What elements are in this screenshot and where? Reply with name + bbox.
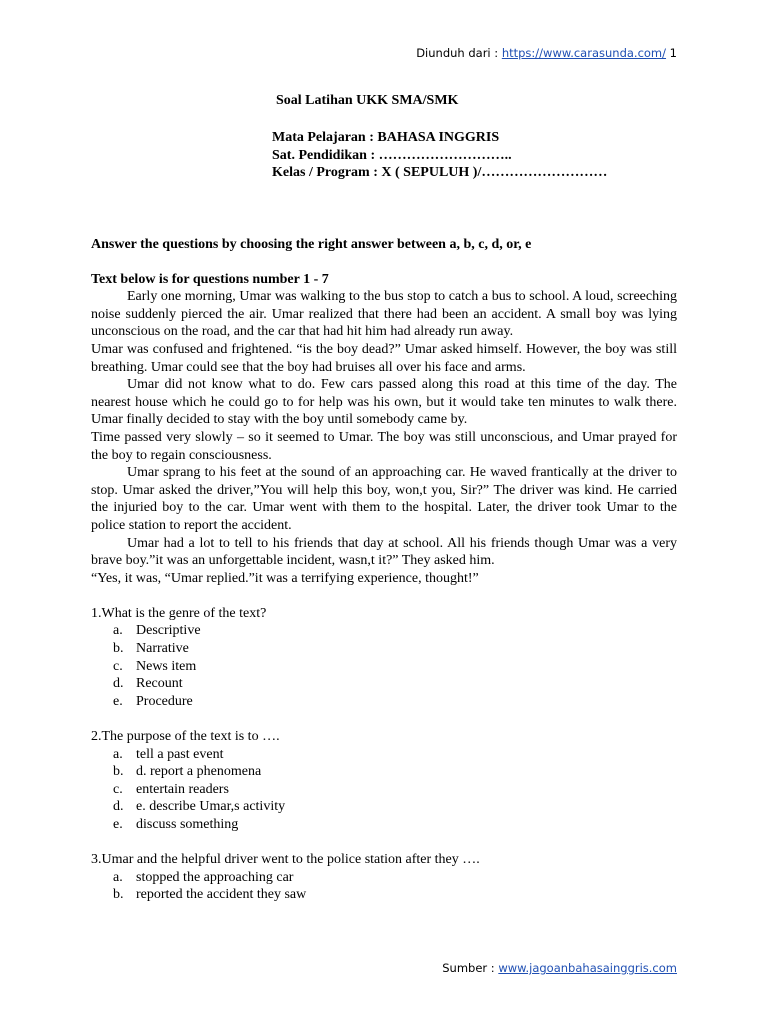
- answer-option: [91, 763, 677, 781]
- answer-option: [91, 675, 677, 693]
- subject-info: [272, 129, 607, 182]
- option-text: stopped the approaching car: [136, 869, 294, 885]
- page-footer: [442, 961, 677, 975]
- option-letter: a.: [113, 623, 123, 639]
- source-label: Diunduh dari :: [416, 46, 499, 60]
- answer-option: [91, 781, 677, 799]
- question: [91, 851, 677, 904]
- page-number: 1: [669, 46, 677, 60]
- question-list: [91, 605, 677, 904]
- answer-option: [91, 622, 677, 640]
- option-letter: b.: [113, 764, 124, 780]
- option-text: e. describe Umar,s activity: [136, 799, 286, 815]
- question: [91, 728, 677, 834]
- source-label: Sumber :: [442, 961, 495, 975]
- answer-options: [91, 622, 677, 710]
- option-text: News item: [136, 658, 197, 674]
- passage-paragraph: Umar sprang to his feet at the sound of an approaching car. He waved frantically at the driver to stop. Umar asked the driver,”You will help this boy, won,t you, Sir?” The driver was kind. He carried the injuried boy to the car. Umar went with them to the hospital. Later, the driver took Umar to the police station to report the accident.: [91, 465, 677, 533]
- option-letter: c.: [113, 781, 123, 797]
- option-text: Procedure: [136, 693, 193, 709]
- section-heading: Text below is for questions number 1 - 7: [91, 271, 329, 287]
- answer-option: [91, 798, 677, 816]
- main-content: [91, 236, 677, 904]
- option-text: Recount: [136, 676, 183, 692]
- instruction: Answer the questions by choosing the right answer between a, b, c, d, or, e: [91, 237, 532, 252]
- question-stem: 3.Umar and the helpful driver went to the police station after they ….: [91, 852, 480, 868]
- passage-paragraph: Early one morning, Umar was walking to the bus stop to catch a bus to school. A loud, screeching noise suddenly pierced the air. Umar realized that there had been an accident. A small boy was lying unconscious on the road, and the car that had hit him had already run away.: [91, 289, 677, 340]
- source-link[interactable]: https://www.carasunda.com/: [501, 46, 667, 60]
- answer-option: [91, 869, 677, 887]
- document-title: Soal Latihan UKK SMA/SMK: [276, 93, 459, 108]
- option-text: Descriptive: [136, 623, 201, 639]
- option-text: tell a past event: [136, 746, 224, 762]
- page-header: [416, 46, 677, 60]
- answer-option: [91, 816, 677, 834]
- meta-row: Mata Pelajaran : BAHASA INGGRIS: [272, 130, 500, 145]
- passage-paragraph: Umar was confused and frightened. “is the boy dead?” Umar asked himself. However, the boy was still breathing. Umar could see that the boy had bruises all over his face and arms.: [91, 341, 677, 375]
- option-text: entertain readers: [136, 781, 229, 797]
- source-link[interactable]: www.jagoanbahasainggris.com: [498, 961, 677, 975]
- option-text: discuss something: [136, 817, 239, 832]
- option-text: Narrative: [136, 641, 189, 657]
- passage-paragraph: Time passed very slowly – so it seemed to Umar. The boy was still unconscious, and Umar prayed for the boy to regain consciousness.: [91, 429, 677, 463]
- option-letter: d.: [113, 676, 124, 692]
- answer-option: [91, 886, 677, 904]
- option-letter: c.: [113, 658, 123, 674]
- option-text: d. report a phenomena: [136, 764, 262, 780]
- option-letter: a.: [113, 869, 123, 885]
- option-text: reported the accident they saw: [136, 887, 307, 903]
- passage-paragraph: “Yes, it was, “Umar replied.”it was a terrifying experience, thought!”: [91, 570, 479, 586]
- answer-options: [91, 746, 677, 834]
- passage-paragraph: Umar did not know what to do. Few cars passed along this road at this time of the day. The nearest house which he could go to for help was his own, but it would take ten minutes to walk there. Umar finally decided to stay with the boy until somebody came by.: [91, 377, 677, 428]
- option-letter: e.: [113, 693, 123, 709]
- answer-option: [91, 746, 677, 764]
- meta-row: Sat. Pendidikan : ………………………..: [272, 147, 512, 163]
- answer-option: [91, 658, 677, 676]
- option-letter: e.: [113, 817, 123, 832]
- question: [91, 605, 677, 711]
- question-stem: 1.What is the genre of the text?: [91, 605, 267, 621]
- option-letter: b.: [113, 887, 124, 903]
- question-stem: 2.The purpose of the text is to ….: [91, 729, 280, 745]
- reading-passage: [91, 288, 677, 587]
- option-letter: d.: [113, 799, 124, 815]
- option-letter: a.: [113, 746, 123, 762]
- meta-row: Kelas / Program : X ( SEPULUH )/………………………: [272, 165, 608, 180]
- passage-paragraph: Umar had a lot to tell to his friends that day at school. All his friends though Umar was a very brave boy.”it was an unforgettable incident, wasn,t it?” They asked him.: [91, 535, 677, 569]
- answer-option: [91, 640, 677, 658]
- answer-option: [91, 693, 677, 711]
- option-letter: b.: [113, 641, 124, 657]
- answer-options: [91, 869, 677, 904]
